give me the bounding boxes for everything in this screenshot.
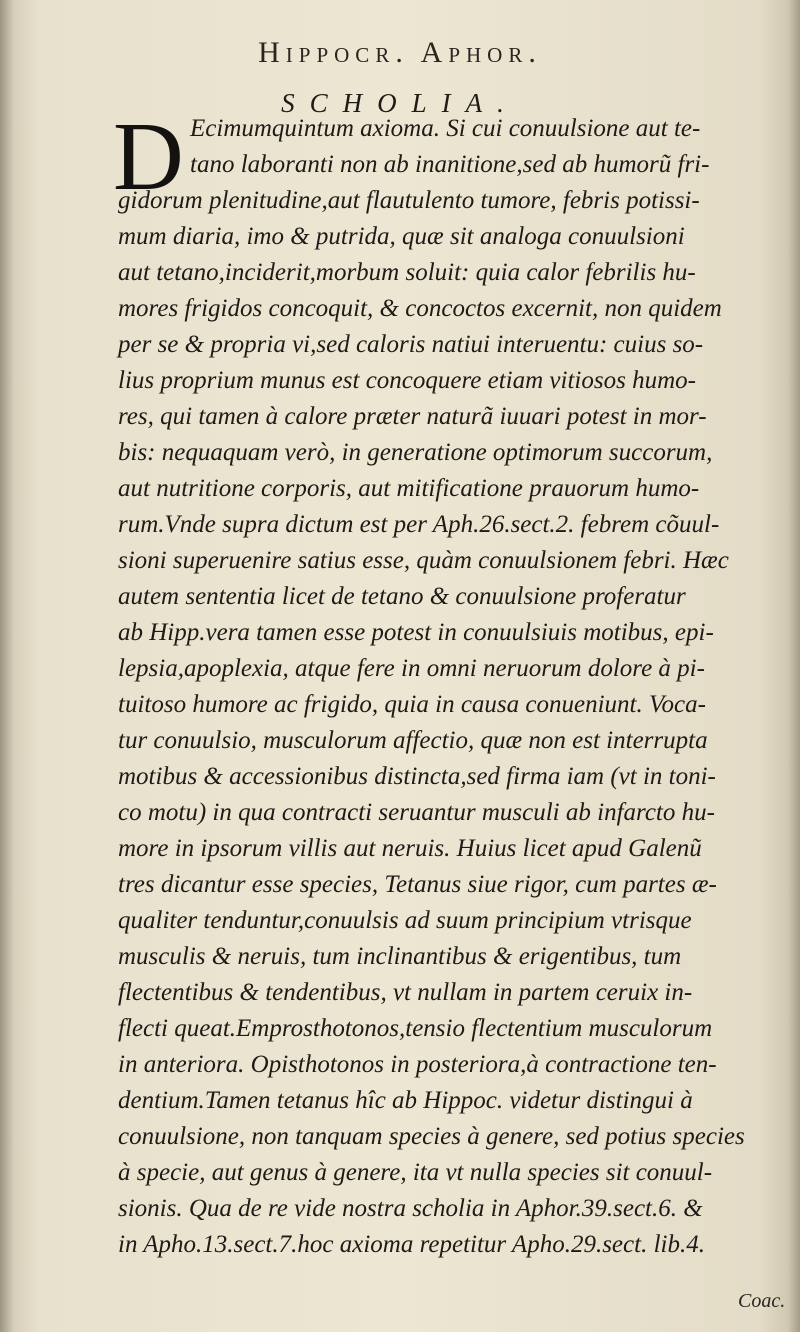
text-line: tuitoso humore ac frigido, quia in causa conueniunt. Voca- — [118, 691, 706, 718]
text-line: res, qui tamen à calore præter naturã iuuari potest in mor- — [118, 403, 707, 430]
catchword: Coac. — [738, 1290, 786, 1312]
text-line: musculis & neruis, tum inclinantibus & erigentibus, tum — [118, 943, 682, 970]
text-line: aut tetano,inciderit,morbum soluit: quia calor febrilis hu- — [118, 259, 696, 286]
text-line: tur conuulsio, musculorum affectio, quæ non est interrupta — [118, 727, 708, 754]
text-line: mum diaria, imo & putrida, quæ sit analoga conuulsioni — [118, 223, 685, 250]
text-line: more in ipsorum villis aut neruis. Huius licet apud Galenũ — [118, 835, 702, 862]
text-line: Ecimumquintum axioma. Si cui conuulsione aut te- — [190, 115, 701, 142]
text-line: gidorum plenitudine,aut flautulento tumore, febris potissi- — [118, 187, 700, 214]
text-line: in anteriora. Opisthotonos in posteriora,à contractione ten- — [118, 1051, 717, 1078]
text-line: flectentibus & tendentibus, vt nullam in partem ceruix in- — [118, 979, 693, 1006]
text-line: mores frigidos concoquit, & concoctos excernit, non quidem — [118, 295, 722, 322]
text-line: sioni superuenire satius esse, quàm conuulsionem febri. Hæc — [118, 547, 729, 574]
text-line: autem sententia licet de tetano & conuulsione proferatur — [118, 583, 686, 610]
section-title: SCHOLIA. — [281, 88, 519, 118]
text-line: per se & propria vi,sed caloris natiui interuentu: cuius so- — [118, 331, 704, 358]
text-line: flecti queat.Emprosthotonos,tensio flectentium musculorum — [118, 1015, 713, 1042]
text-line: bis: nequaquam verò, in generatione optimorum succorum, — [118, 439, 713, 466]
text-line: co motu) in qua contracti seruantur musculi ab infarcto hu- — [118, 799, 715, 826]
text-line: sionis. Qua de re vide nostra scholia in Aphor.39.sect.6. & — [118, 1195, 703, 1222]
drop-cap: D — [113, 103, 184, 211]
text-line: conuulsione, non tanquam species à genere, sed potius species — [118, 1123, 745, 1150]
running-head: Hippocr. Aphor. — [258, 36, 542, 69]
text-line: rum.Vnde supra dictum est per Aph.26.sect.2. febrem cõuul- — [118, 511, 720, 538]
text-line: aut nutritione corporis, aut mitificatione prauorum humo- — [118, 475, 700, 502]
text-line: ab Hipp.vera tamen esse potest in conuulsiuis motibus, epi- — [118, 619, 714, 646]
text-line: in Apho.13.sect.7.hoc axioma repetitur Apho.29.sect. lib.4. — [118, 1231, 705, 1258]
page-edge-shadow — [788, 0, 800, 1332]
text-line: à specie, aut genus à genere, ita vt nulla species sit conuul- — [118, 1159, 713, 1186]
text-line: qualiter tenduntur,conuulsis ad suum principium vtrisque — [118, 907, 692, 934]
text-line: lius proprium munus est concoquere etiam vitiosos humo- — [118, 367, 696, 394]
text-line: dentium.Tamen tetanus hîc ab Hippoc. videtur distingui à — [118, 1087, 693, 1114]
text-line: tres dicantur esse species, Tetanus siue rigor, cum partes æ- — [118, 871, 717, 898]
text-line: tano laboranti non ab inanitione,sed ab humorũ fri- — [190, 151, 710, 178]
text-line: motibus & accessionibus distincta,sed firma iam (vt in toni- — [118, 763, 716, 790]
text-line: lepsia,apoplexia, atque fere in omni neruorum dolore à pi- — [118, 655, 705, 682]
binding-gutter — [0, 0, 14, 1332]
